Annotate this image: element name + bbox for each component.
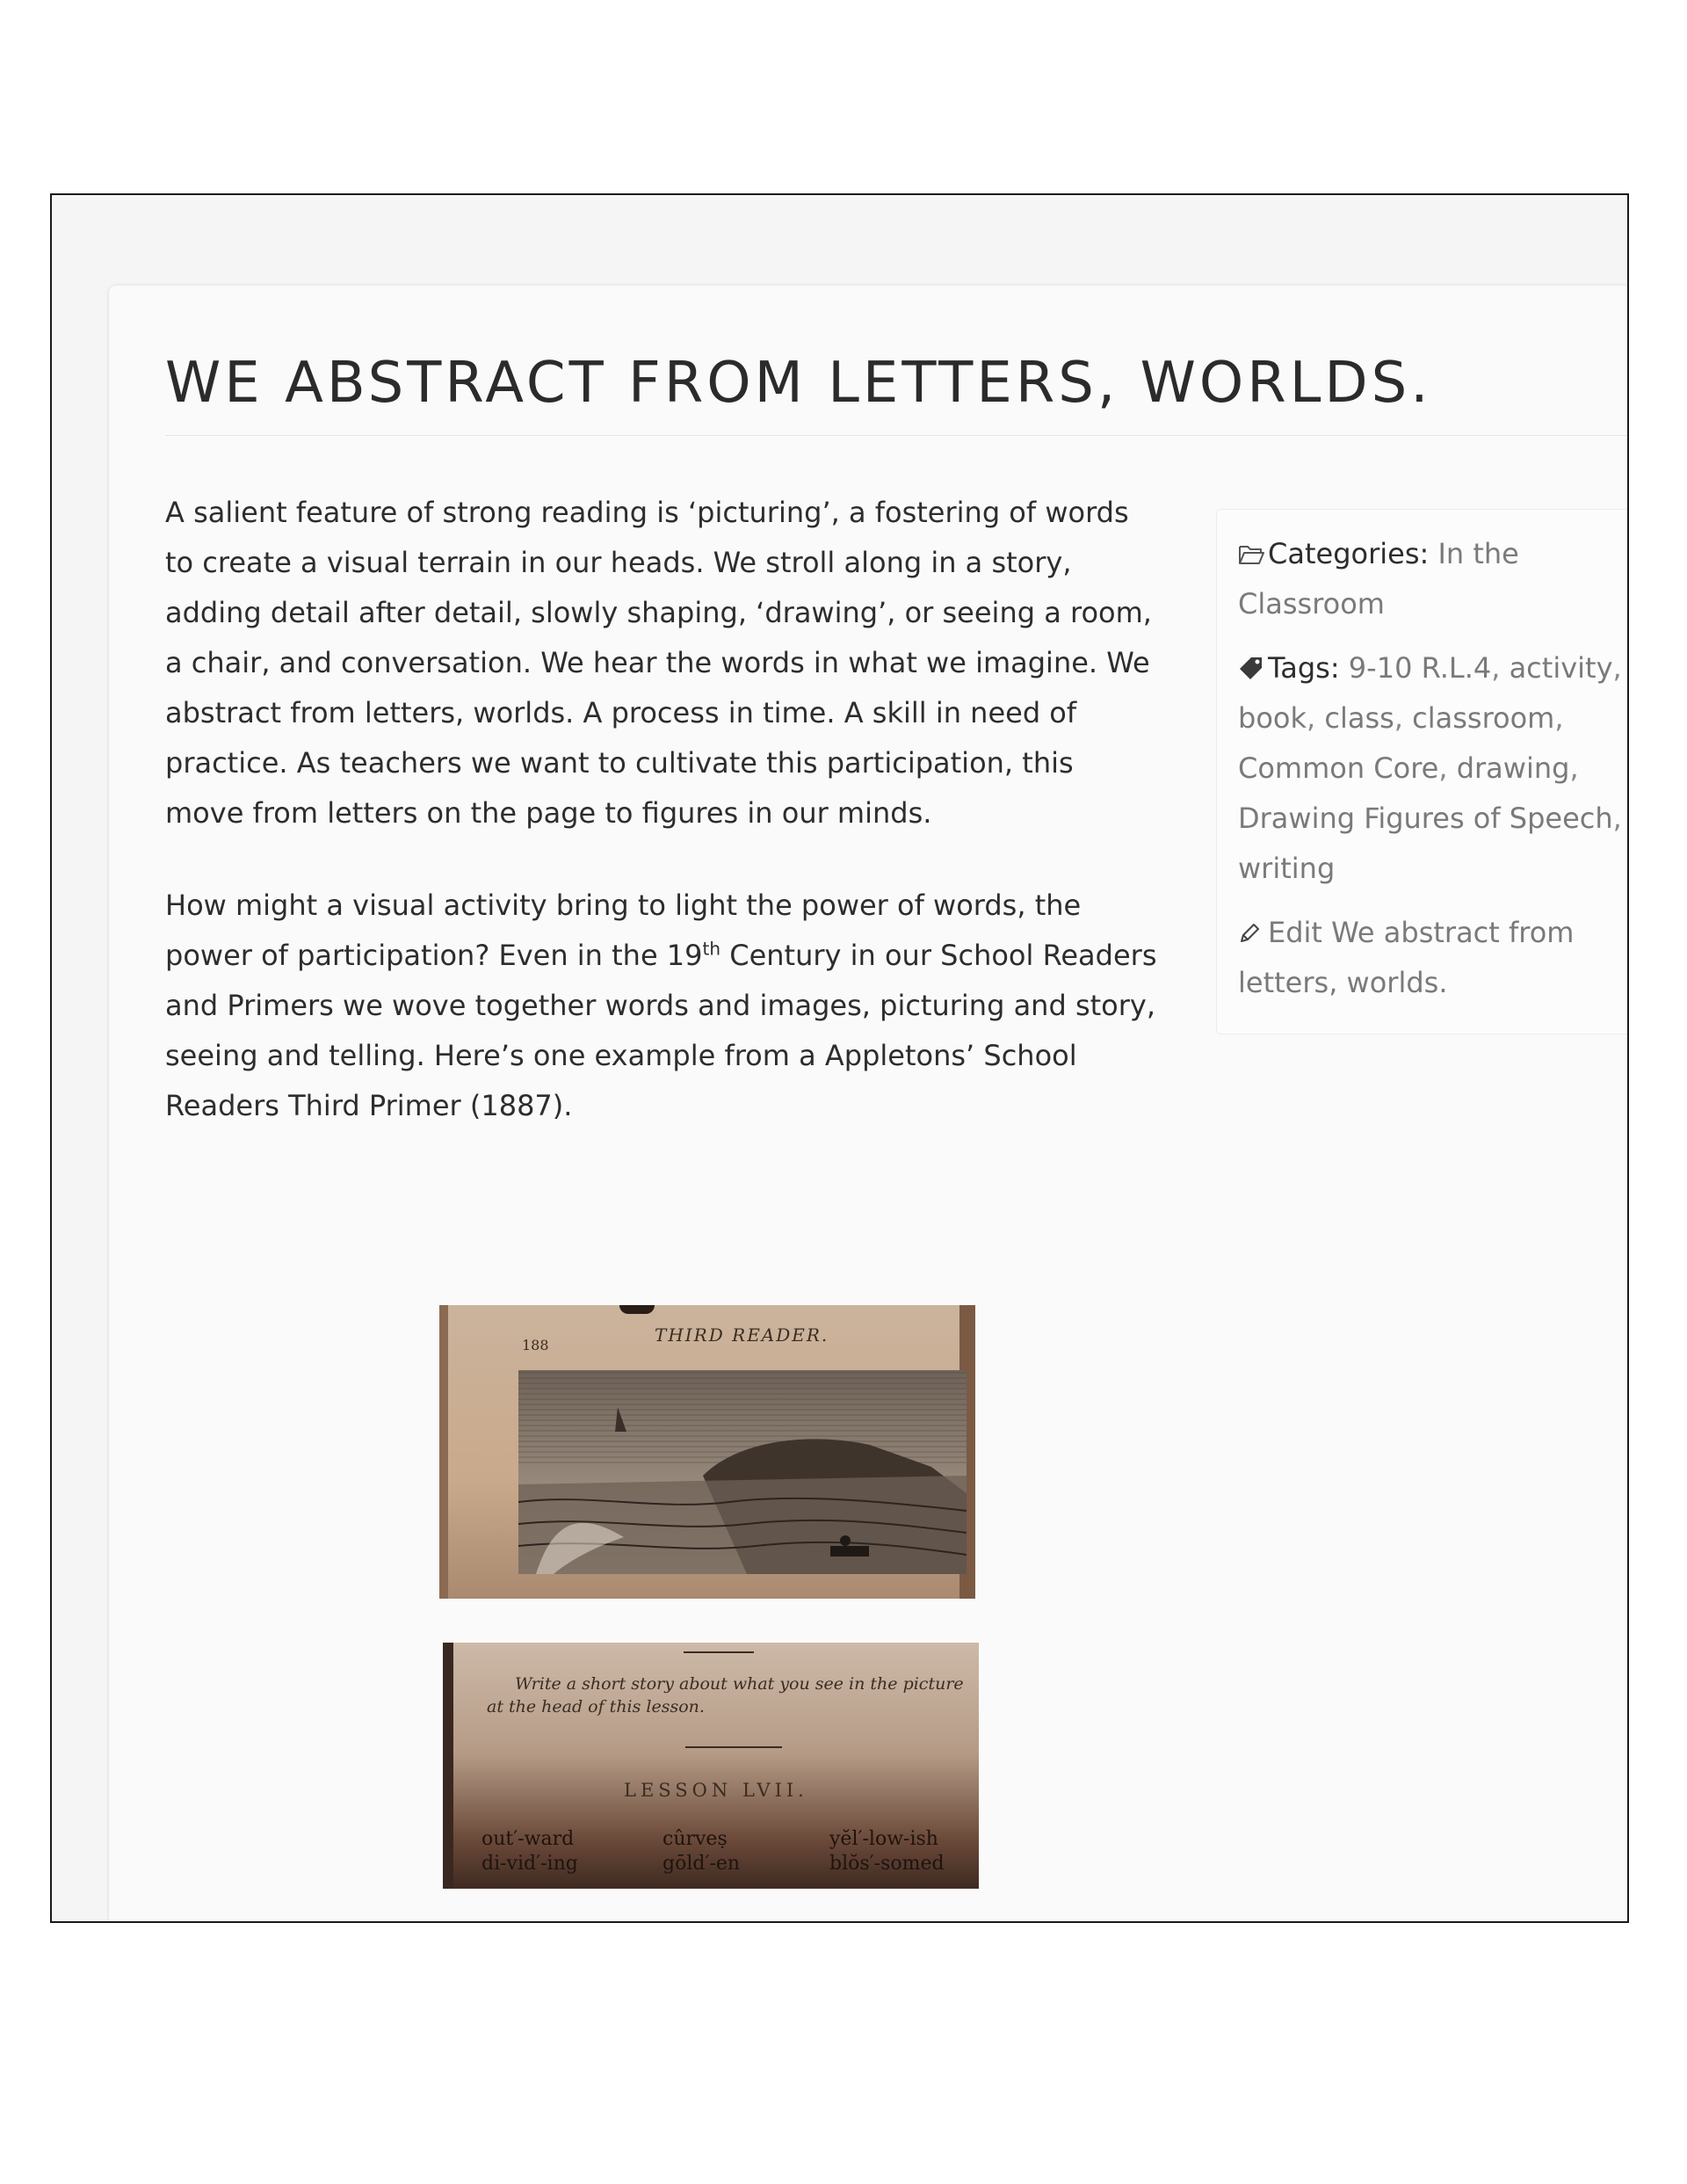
post-content (165, 488, 1158, 1173)
tag-icon (1238, 656, 1268, 680)
tag-link[interactable]: Common Core (1238, 751, 1439, 785)
tag-link[interactable]: Drawing Figures of Speech (1238, 802, 1613, 835)
book-word: gōld′-en (662, 1853, 741, 1875)
superscript-th: th (702, 938, 721, 960)
category-link[interactable]: In the Classroom (1238, 537, 1519, 620)
book-page-number: 188 (522, 1337, 549, 1353)
book-word-column-3 (829, 1827, 945, 1876)
tag-link[interactable]: class (1324, 701, 1394, 735)
engraving-seascape (518, 1370, 967, 1574)
edit-row (1238, 908, 1629, 1008)
paragraph-2-text-start: How might a visual activity bring to light the power of words, the power of participation? Even in the 19 (165, 889, 1082, 972)
paragraph-2 (165, 881, 1158, 1131)
post-meta-box (1216, 509, 1629, 1034)
tags-label: Tags: (1268, 651, 1340, 685)
tag-link[interactable]: writing (1238, 852, 1336, 885)
tags-row: Tags: 9-10 R.L.4, activity, book, class, classroom, Common Core, drawing, Drawing Figures of Speech, writing (1238, 651, 1622, 885)
folder-open-icon (1238, 543, 1268, 566)
book-word: di-vid′-ing (481, 1853, 578, 1875)
title-divider (165, 435, 1629, 436)
book-page-illustration-photo (439, 1305, 975, 1599)
book-page-header: THIRD READER. (655, 1324, 829, 1346)
screenshot-frame (50, 193, 1629, 1923)
edit-post-link[interactable]: Edit We abstract from letters, worlds. (1238, 916, 1575, 999)
post-title: WE ABSTRACT FROM LETTERS, WORLDS. (165, 351, 1432, 416)
pencil-icon (1238, 922, 1268, 945)
book-word-column-1 (481, 1827, 578, 1876)
tag-link[interactable]: drawing (1456, 751, 1570, 785)
book-word-column-2 (662, 1827, 740, 1876)
book-word: cûrveṣ (662, 1828, 728, 1850)
tag-link[interactable]: activity (1509, 651, 1613, 685)
book-prompt-line-1: Write a short story about what you see in the picture (515, 1674, 964, 1694)
tag-link[interactable]: book (1238, 701, 1307, 735)
post-card (109, 286, 1629, 1923)
book-word: blŏs′-somed (829, 1853, 945, 1875)
book-page-lesson-photo (443, 1643, 979, 1889)
paragraph-2-text-end: Century in our School Readers and Primers we wove together words and images, picturing and story, seeing and telling. Here’s one example from a Appletons’ School Readers Third Primer (1887). (165, 939, 1157, 1122)
tag-link[interactable]: 9-10 R.L.4 (1348, 651, 1492, 685)
book-prompt-line-2: at the head of this lesson. (487, 1697, 705, 1716)
tag-link[interactable]: classroom (1412, 701, 1555, 735)
book-word: yĕl′-low-ish (829, 1828, 938, 1850)
book-lesson-heading: LESSON LVII. (624, 1780, 808, 1801)
categories-label: Categories: (1268, 537, 1430, 570)
paragraph-1: A salient feature of strong reading is ‘picturing’, a fostering of words to create a visual terrain in our heads. We stroll along in a story, adding detail after detail, slowly shaping, ‘drawing’, or seeing a room, a chair, and conversation. We hear the words in what we imagine. We abstract from letters, worlds. A process in time. A skill in need of practice. As teachers we want to cultivate this participation, this move from letters on the page to figures in our minds. (165, 496, 1152, 830)
book-word: out′-ward (481, 1828, 575, 1850)
categories-row (1238, 529, 1629, 629)
